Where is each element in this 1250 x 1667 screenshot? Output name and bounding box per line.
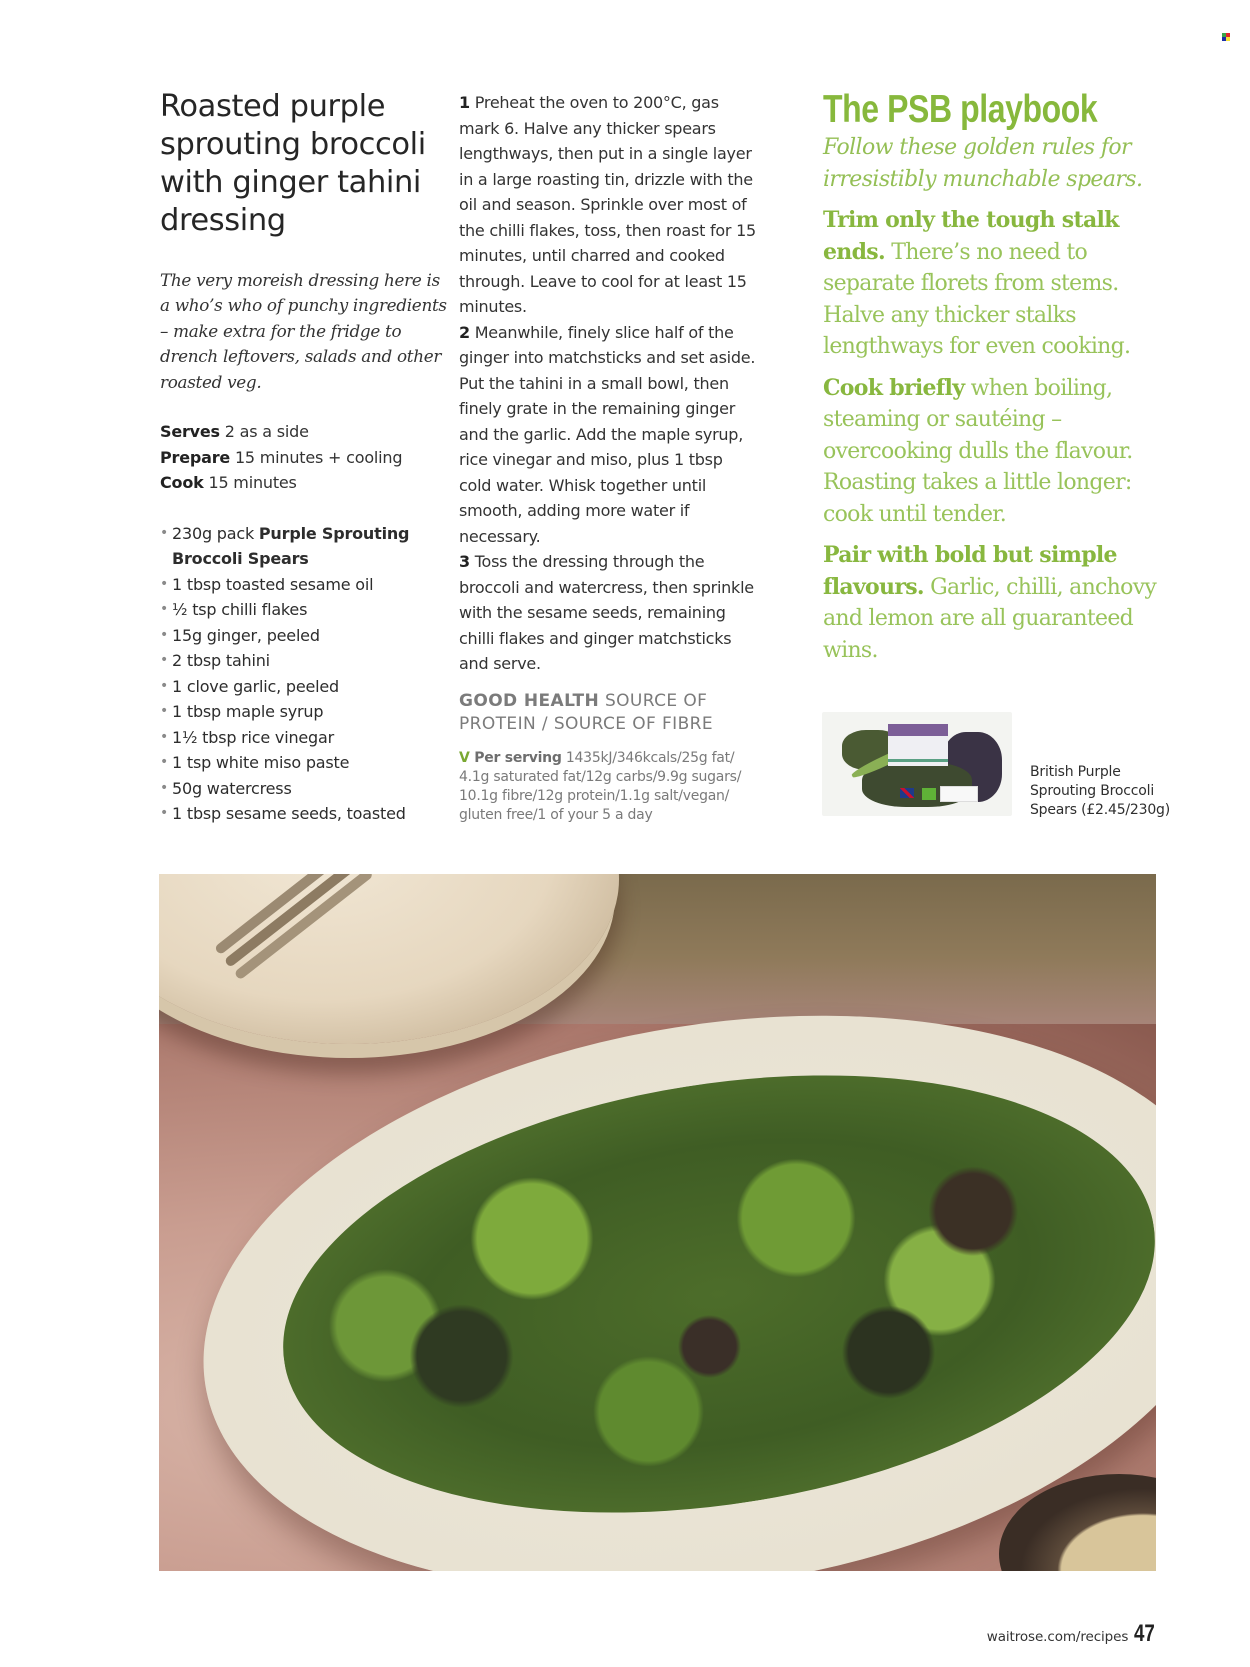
playbook-column [823, 88, 1168, 666]
recipe-title: Roasted purple sprouting broccoli with ginger tahini dressing [160, 89, 426, 238]
pack-label [888, 724, 948, 766]
pack-price-label [940, 786, 978, 802]
ingredient-item: • 230g pack Purple Sprouting Broccoli Spears [160, 521, 450, 572]
color-registration-mark [1222, 33, 1230, 41]
stacked-plates [159, 874, 619, 1044]
ingredient-item: • 1½ tbsp rice vinegar [160, 725, 450, 751]
ingredient-item: • 1 clove garlic, peeled [160, 674, 450, 700]
ingredient-item: • 1 tbsp maple syrup [160, 699, 450, 725]
ingredient-item: • 50g watercress [160, 776, 450, 802]
page-footer [987, 1620, 1161, 1648]
recipe-intro: The very moreish dressing here is a who’s who of punchy ingredients – make extra for the fridge to drench leftovers, salads and other roasted veg. [160, 270, 447, 392]
method-step-2: 2 Meanwhile, finely slice half of the ginger into matchsticks and set aside. Put the tahini in a small bowl, then finely grate in the remaining ginger and the garlic. Add the maple syrup, rice vinegar and miso, plus 1 tbsp cold water. Whisk together until smooth, adding more water if necessary. [459, 322, 756, 546]
product-caption: British Purple Sprouting Broccoli Spears (£2.45/230g) [1030, 764, 1170, 818]
method-step-1: 1 Preheat the oven to 200°C, gas mark 6. Halve any thicker spears lengthways, then put in a single layer in a large roasting tin, drizzle with the oil and season. Sprinkle over most of the chilli flakes, toss, then roast for 15 minutes, until charred and cooked through. Leave to cool for at least 15 minutes. [459, 93, 756, 316]
ingredient-item: • 1 tbsp toasted sesame oil [160, 572, 450, 598]
nutrition-info: V Per serving 1435kJ/346kcals/25g fat/ 4.1g saturated fat/12g carbs/9.9g sugars/ 10.1g fibre/12g protein/1.1g salt/vegan/ gluten free/1 of your 5 a day [459, 749, 742, 823]
vegetarian-badge: V [459, 749, 470, 766]
health-claim: GOOD HEALTH SOURCE OF PROTEIN / SOURCE OF FIBRE [459, 690, 714, 734]
playbook-rule-pair: Pair with bold but simple flavours. Garlic, chilli, anchovy and lemon are all guaranteed wins. [823, 542, 1157, 663]
recipe-photo [159, 874, 1156, 1571]
footer-url: waitrose.com/recipes [986, 1629, 1129, 1645]
serves-line: Serves 2 as a side [160, 422, 309, 442]
method-column [459, 90, 759, 825]
ingredient-item: • 1 tsp white miso paste [160, 750, 450, 776]
ingredient-item: • 1 tbsp sesame seeds, toasted [160, 801, 450, 827]
playbook-rule-trim: Trim only the tough stalk ends. There’s no need to separate florets from stems. Halve any thicker stalks lengthways for even cooking. [823, 207, 1131, 359]
prepare-line: Prepare 15 minutes + cooling [160, 447, 403, 467]
playbook-title: The PSB playbook [823, 88, 1098, 131]
union-flag-icon [900, 788, 914, 798]
ingredient-item: • 15g ginger, peeled [160, 623, 450, 649]
method-step-3: 3 Toss the dressing through the broccoli and watercress, then sprinkle with the sesame seeds, remaining chilli flakes and ginger matchsticks and serve. [459, 552, 754, 673]
ingredient-item: • 2 tbsp tahini [160, 648, 450, 674]
recipe-column [160, 88, 450, 827]
page-number: 47 [1134, 1620, 1156, 1647]
playbook-rule-cook: Cook briefly when boiling, steaming or sautéing – overcooking dulls the flavour. Roasting takes a little longer: cook until tender. [823, 374, 1133, 527]
method-steps [459, 90, 759, 677]
cook-line: Cook 15 minutes [160, 473, 297, 493]
playbook-subtitle: Follow these golden rules for irresistibly munchable spears. [823, 135, 1143, 192]
ingredient-item: • ½ tsp chilli flakes [160, 597, 450, 623]
product-pack-image [822, 712, 1012, 816]
ingredients-list [160, 521, 450, 827]
recipe-meta [160, 419, 450, 496]
pack-badge [922, 788, 936, 800]
